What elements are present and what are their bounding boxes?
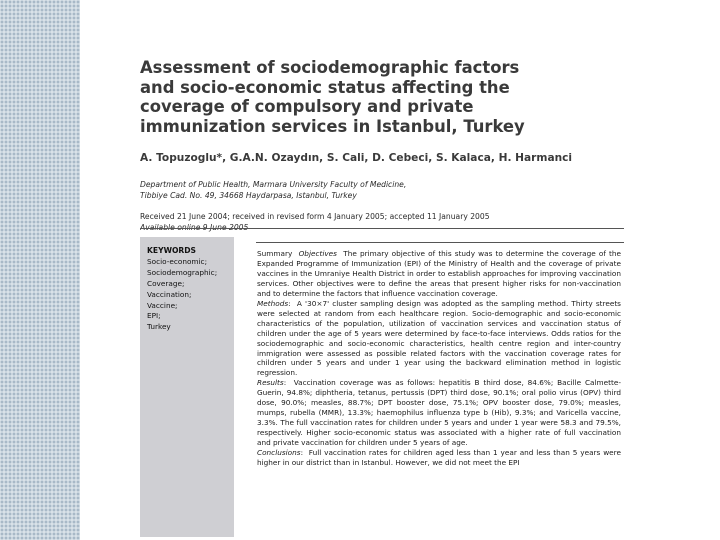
title-line: and socio-economic status affecting the <box>140 77 510 97</box>
results-paragraph: Results: Vaccination coverage was as follows: hepatitis B third dose, 84.6%; Bacille Calmette-Guerin, 94.8%; diphtheria, tetanus, pertussis (DPT) third dose, 90.1%; oral polio virus (OPV) third dose, 90.0%; measles, 88.7%; DPT booster dose, 75.1%; OPV booster dose, 79.0%; measles, mumps, rubella (MMR), 13.3%; haemophilus influenza type b (Hib), 9.3%; and Varicella vaccine, 3.3%. The full vaccination rates for children under 5 years and under 1 year were 58.3 and 79.5%, respectively. Higher socio-economic status was associated with a higher rate of full vaccination and private vaccination for children under 5 years of age. <box>257 378 621 448</box>
affiliation-line: Tibbiye Cad. No. 49, 34668 Haydarpasa, Istanbul, Turkey <box>140 191 357 200</box>
title-line: coverage of compulsory and private <box>140 97 474 116</box>
methods-label: Methods <box>257 298 289 308</box>
keyword-item: EPI; <box>147 311 161 321</box>
results-text: Vaccination coverage was as follows: hepatitis B third dose, 84.6%; Bacille Calmette-Guerin, 94.8%; diphtheria, tetanus, pertussis (DPT) third dose, 90.1%; oral polio virus (OPV) third dose, 90.0%; measles, 88.7%; DPT booster dose, 75.1%; OPV booster dose, 79.0%; measles, mumps, rubella (MMR), 13.3%; haemophilus influenza type b (Hib), 9.3%; and Varicella vaccine, 3.3%. The full vaccination rates for children under 5 years and under 1 year were 58.3 and 79.5%, respectively. Higher socio-economic status was associated with a higher rate of full vaccination and private vaccination for children under 5 years of age. <box>257 378 621 448</box>
received-dates: Received 21 June 2004; received in revised form 4 January 2005; accepted 11 January 2005 <box>140 212 490 221</box>
title-line: Assessment of sociodemographic factors <box>140 58 520 77</box>
results-label: Results <box>257 378 284 388</box>
keywords-heading: KEYWORDS <box>147 246 197 255</box>
keyword-item: Coverage; <box>147 278 185 288</box>
author-list: A. Topuzoglu*, G.A.N. Ozaydın, S. Cali, D. Cebeci, S. Kalaca, H. Harmanci <box>140 152 573 164</box>
abstract-summary <box>257 249 621 468</box>
keyword-item: Vaccination; <box>147 289 192 299</box>
affiliation-line: Department of Public Health, Marmara University Faculty of Medicine, <box>140 180 407 189</box>
objectives-text: The primary objective of this study was to determine the coverage of the Expanded Programme of Immunization (EPI) of the Ministry of Health and the coverage of private vaccines in the Umraniye Health District in order to establish approaches for improving vaccination services. Other objectives were to define the areas that present higher risks for non-vaccination and to determine the factors that influence vaccination coverage. <box>257 249 622 298</box>
conclusions-text: Full vaccination rates for children aged less than 1 year and less than 5 years were higher in our district than in Istanbul. However, we did not meet the EPI <box>257 448 622 468</box>
affiliation <box>140 179 624 201</box>
methods-text: A '30×7' cluster sampling design was adopted as the sampling method. Thirty streets were selected at random from each healthcare region. Socio-demographic and socio-economic characteristics of the population, utilization of vaccination services and vaccination status of children under the age of 5 years were determined by face-to-face interviews. Odds ratios for the sociodemographic and socio-economic characteristics, health centre region and inter-country immigration were assessed as possible related factors with the vaccination coverage rates for children under 5 years and under 1 year using the backward elimination method in logistic regression. <box>257 298 621 378</box>
conclusions-paragraph: Conclusions: Full vaccination rates for children aged less than 1 year and less than 5 years were higher in our district than in Istanbul. However, we did not meet the EPI <box>257 448 622 468</box>
summary-divider <box>256 242 624 243</box>
conclusions-label: Conclusions <box>257 448 301 458</box>
header-divider <box>140 228 624 229</box>
paper-excerpt <box>140 52 624 540</box>
keyword-item: Socio-economic; <box>147 256 208 266</box>
keyword-item: Sociodemographic; <box>147 267 218 277</box>
decorative-side-strip <box>0 0 80 540</box>
keyword-item: Vaccine; <box>147 300 178 310</box>
paper-title <box>140 58 580 136</box>
summary-label: Summary <box>257 249 293 258</box>
title-line: immunization services in Istanbul, Turkey <box>140 116 525 136</box>
objectives-label: Objectives <box>298 249 337 258</box>
methods-paragraph: Methods: A '30×7' cluster sampling design was adopted as the sampling method. Thirty streets were selected at random from each healthcare region. Socio-demographic and socio-economic characteristics of the population, utilization of vaccination services and vaccination status of children under the age of 5 years were determined by face-to-face interviews. Odds ratios for the sociodemographic and socio-economic characteristics, health centre region and inter-country immigration were assessed as possible related factors with the vaccination coverage rates for children under 5 years and under 1 year using the backward elimination method in logistic regression. <box>257 298 621 378</box>
article-history <box>140 211 624 233</box>
objectives-paragraph <box>257 249 621 299</box>
keyword-item: Turkey <box>147 322 171 332</box>
keywords-box <box>140 237 234 537</box>
